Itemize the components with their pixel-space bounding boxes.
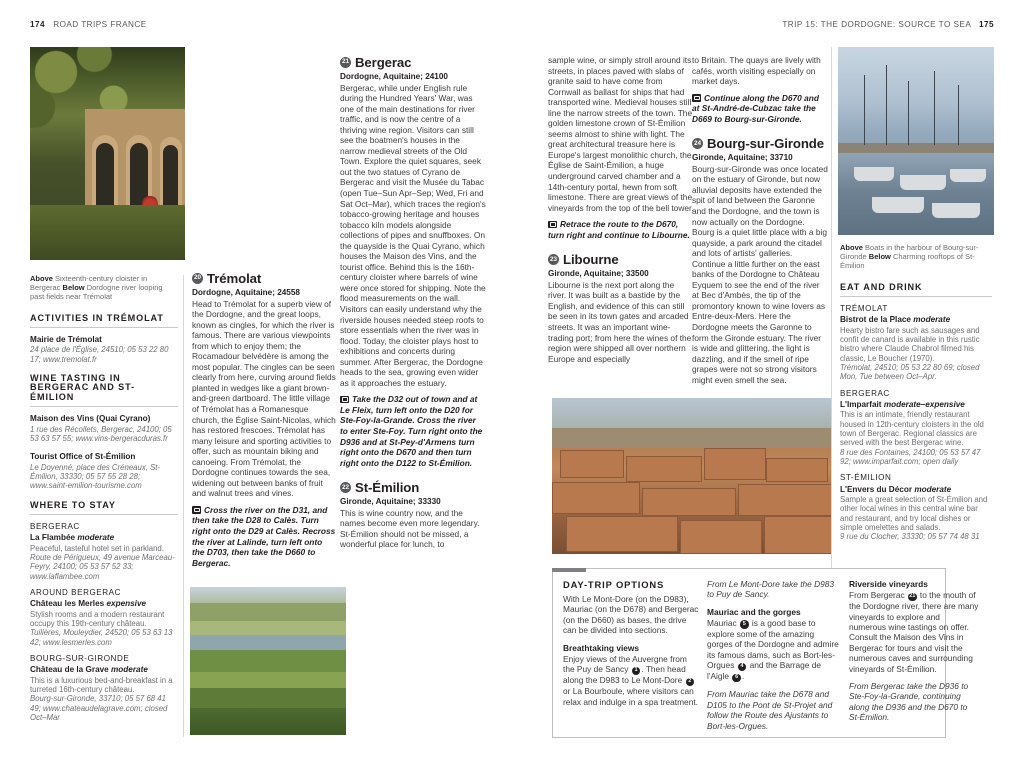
listing-price: moderate bbox=[913, 315, 951, 325]
car-icon bbox=[548, 221, 557, 229]
caption-below-text: Charming rooftops of St-Émilion bbox=[840, 252, 975, 271]
running-head-right bbox=[782, 20, 994, 29]
entry-bourg-sur-gironde bbox=[692, 55, 828, 385]
listing-desc: This is an intimate, friendly restaurant housed in 12th-century cloisters in the old town of Bergerac. Regional classics are served with the best Bergerac wine. bbox=[840, 410, 984, 448]
column-rule-left bbox=[183, 275, 184, 737]
caption-above-text: Boats in the harbour of Bourg-sur-Gironde bbox=[840, 243, 979, 262]
listing-desc: Hearty bistro fare such as sausages and confit de canard is available in this rustic bistro where Claude Chabrol filmed his classic, Le Boucher (1970). bbox=[840, 325, 980, 363]
day-trip-col-3 bbox=[849, 579, 979, 723]
folio-left: 174 bbox=[30, 20, 46, 29]
option-body-3: From Bergerac 21 to the mouth of the Dordogne river, there are many vineyards to explore and numerous wine tastings on offer. Consult the Maison des Vins in Bergerac for tours and visit the numerous caves and surrounding vineyards of St-Émilion. bbox=[849, 590, 979, 674]
day-trip-intro: With Le Mont-Dore (on the D983), Mauriac (on the D678) and Bergerac (on the D660) as bases, the drive can be divided into sections. bbox=[563, 594, 699, 636]
heading-wine-tasting: WINE TASTING IN BERGERAC AND ST-ÉMILION bbox=[30, 374, 178, 407]
map-marker-icon: 21 bbox=[908, 593, 917, 602]
caption-below-text: Dordogne river looping past fields near Trémolat bbox=[30, 283, 163, 302]
poi-body: Bourg-sur-Gironde was once located on the estuary of Gironde, but now alluvial deposits have extended the spit of land between the Garonne and the Dordogne, and the town is now actually on the Dordogne. Bourg is a quiet little place with a big quayside, a park around the citadel and lots of artists' galleries. Continue a little further on the east banks of the Dordogne to Château Eyquem to see the end of the river at Bec d'Ambès, the tip of the promontory known to wine lovers as Entre-deux-Mers. Here the Dordogne meets the Garonne to form the Gironde estuary. The river is wide and glittering, the light is dazzling, and if the smell of ripe grapes were not so strong visitors might even smell the sea. bbox=[692, 163, 828, 385]
left-sidebar bbox=[30, 274, 178, 729]
listing-price: moderate bbox=[914, 484, 952, 494]
listing-price: moderate bbox=[77, 533, 115, 543]
listing-name: L'Imparfait moderate–expensive bbox=[840, 400, 965, 410]
listing-address: Bourg-sur-Gironde, 33710; 05 57 68 41 49; www.chateaudelagrave.com; closed Oct–Mar bbox=[30, 694, 168, 722]
poi-body-part2: sample wine, or simply stroll around its streets, in places paved with slabs of granite said to have come from Cornwall as ballast for ships that had transported wine. Medieval houses still line the narrow streets of the town. The golden limestone crown of St-Émilion seems almost to shine with light. The great architectural treasure here is Europe's largest monolithic church, the Église de Saint-Émilion, a huge underground carved chamber and a 14th-century portal, hewn from soft limestone. There are great views of the vineyards from the top of the bell tower. bbox=[548, 55, 694, 213]
caption-right bbox=[840, 243, 992, 271]
entry-stemilion-continued bbox=[548, 55, 694, 364]
listing-name: Bistrot de la Place moderate bbox=[840, 315, 951, 325]
group-town: ST-ÉMILION bbox=[840, 473, 892, 483]
listing-limparfait bbox=[840, 400, 992, 466]
option-title-1: Breathtaking views bbox=[563, 642, 640, 653]
listing-desc: Peaceful, tasteful hotel set in parkland. bbox=[30, 543, 164, 553]
group-town: BERGERAC bbox=[840, 388, 890, 398]
listing-address: Route de Périgueux, 49 avenue Marceau-Feyry, 24100; 05 53 57 52 33; www.laflambee.com bbox=[30, 553, 175, 581]
poi-heading-bourg bbox=[692, 136, 828, 151]
photo-bergerac-cloister bbox=[30, 47, 185, 260]
listing-la-flambee bbox=[30, 533, 178, 581]
poi-number-badge: 21 bbox=[340, 57, 351, 68]
group-town: BOURG-SUR-GIRONDE bbox=[30, 653, 130, 663]
poi-subtitle: Dordogne, Aquitaine; 24100 bbox=[340, 72, 448, 81]
listing-price: moderate bbox=[111, 665, 148, 675]
listing-maison-des-vins bbox=[30, 414, 178, 443]
listing-tourist-office-stemilion bbox=[30, 452, 178, 490]
listing-name: Maison des Vins (Quai Cyrano) bbox=[30, 414, 151, 424]
listing-desc: Sample a great selection of St-Émilion and other local wines in this central wine bar and restaurant, and try local dishes or simple omelettes and salads. bbox=[840, 495, 988, 532]
running-head-left bbox=[30, 20, 147, 29]
caption-left bbox=[30, 274, 178, 302]
trip-title: TRIP 15: THE DORDOGNE: SOURCE TO SEA bbox=[782, 20, 971, 29]
listing-desc: This is a luxurious bed-and-breakfast in a turreted 16th-century château. bbox=[30, 675, 173, 695]
poi-number-badge: 23 bbox=[548, 254, 559, 265]
heading-where-to-stay: WHERE TO STAY bbox=[30, 501, 178, 515]
stay-group-bergerac bbox=[30, 522, 178, 581]
photo-bourg-harbour bbox=[838, 47, 994, 235]
listing-address: Tuilières, Mouleydier, 24520; 05 53 63 13 42; www.lesmerles.com bbox=[30, 628, 173, 647]
poi-title: Trémolat bbox=[207, 271, 262, 286]
map-marker-icon: 4 bbox=[738, 663, 747, 672]
poi-number-badge: 22 bbox=[340, 482, 351, 493]
listing-chateau-de-la-grave bbox=[30, 665, 178, 722]
entry-tremolat bbox=[192, 271, 337, 568]
option-directions-2: From Mauriac take the D678 and D105 to the Pont de St-Projet and follow the Route des Ajustants to Bort-les-Orgues. bbox=[707, 689, 833, 731]
poi-number-badge: 20 bbox=[192, 273, 203, 284]
caption-below-label: Below bbox=[62, 283, 85, 293]
entry-bergerac bbox=[340, 55, 486, 550]
day-trip-heading: DAY-TRIP OPTIONS bbox=[563, 579, 665, 590]
map-marker-icon: 2 bbox=[686, 678, 695, 687]
poi-heading-stemilion bbox=[340, 480, 486, 495]
stay-group-around-bergerac bbox=[30, 588, 178, 647]
caption-below-label: Below bbox=[868, 252, 891, 262]
directions-libourne bbox=[692, 93, 828, 125]
photo-dordogne-fields bbox=[190, 587, 346, 735]
listing-mairie-tremolat bbox=[30, 335, 178, 364]
map-marker-icon: 1 bbox=[632, 667, 641, 676]
poi-title: St-Émilion bbox=[355, 480, 420, 496]
directions-text: Take the D32 out of town and at Le Fleix, turn left onto the D20 for Ste-Foy-la-Grande. Cross the river to enter Ste-Foy. Turn right onto the D936 and at St-Pey-d'Armens turn right onto the D670 and then turn right onto the D122 to St-Émilion. bbox=[340, 394, 483, 468]
listing-address: 9 rue du Clocher, 33330; 05 57 74 48 31 bbox=[840, 532, 980, 542]
eat-group-stemilion bbox=[840, 473, 992, 541]
poi-heading-bergerac bbox=[340, 55, 486, 70]
heading-activities: ACTIVITIES IN TRÉMOLAT bbox=[30, 314, 178, 328]
eat-group-tremolat bbox=[840, 304, 992, 382]
poi-number-badge: 24 bbox=[692, 138, 703, 149]
directions-bergerac bbox=[340, 394, 486, 468]
listing-bistrot-de-la-place bbox=[840, 315, 992, 381]
caption-above-label: Above bbox=[30, 274, 53, 283]
option-directions-3: From Bergerac take the D936 to Ste-Foy-la-Grande, continuing along the D936 and the D670 to St-Émilion. bbox=[849, 680, 969, 723]
option-body-2: Mauriac 5 is a good base to explore some of the amazing gorges of the Dordogne and admire its famous dams, such as Bort-les-Orgues 4 and the Barrage de l'Aigle 6 . bbox=[707, 617, 839, 682]
group-town: BERGERAC bbox=[30, 521, 80, 531]
listing-chateau-les-merles bbox=[30, 599, 178, 647]
directions-stemilion bbox=[548, 219, 694, 240]
option-body-1: Enjoy views of the Auvergne from the Puy de Sancy 1 . Then head along the D983 to Le Mont-Dore 2 or La Bourboule, where visitors can relax and indulge in a spa treatment. bbox=[563, 653, 698, 707]
listing-name: L'Envers du Décor moderate bbox=[840, 484, 952, 494]
photo-stemilion-rooftops bbox=[552, 398, 832, 554]
heading-eat-and-drink: EAT AND DRINK bbox=[840, 283, 992, 297]
stay-group-bourg-sur-gironde bbox=[30, 654, 178, 722]
poi-heading-libourne bbox=[548, 252, 694, 267]
poi-body: Bergerac, while under English rule during the Hundred Years' War, was one of the main destinations for river traffic, and is now the centre of a thriving wine region. Visitors can still see the boatmen's houses in the narrow medieval streets of the Old Town. Explore the quiet squares, seek out the two statues of Cyrano de Bergerac and visit the Musée du Tabac (open Tue–Sun Apr–Sep; Wed, Fri and Sat Oct–Mar), which traces the region's tobacco-growing heritage and houses tobacco kiln models alongside collections of pipes and snuffboxes. On the quayside is the Quai Cyrano, which houses the Maison des Vins, and the tourist office. Behind this is the 16th-century cloister where barrels of wine were once stored for shipping. Note the flood measurements on the wall. Visitors can easily understand why the riverside houses needed steep roofs to store essentials when the river was in flood. Today, the cloister plays host to exhibitions and concerts during summer. After Bergerac, the Dordogne heads to the sea, growing even wider as it approaches the estuary. bbox=[340, 82, 486, 388]
listing-address: Le Doyenné, place des Créneaux, St-Émilion, 33330; 05 57 55 28 28; www.saint-emilion-tourisme.com bbox=[30, 462, 161, 491]
listing-price: moderate–expensive bbox=[883, 400, 965, 410]
poi-subtitle: Gironde, Aquitaine; 33330 bbox=[340, 497, 441, 507]
car-icon bbox=[192, 506, 201, 514]
group-town: AROUND BERGERAC bbox=[30, 587, 121, 597]
option-directions-1: From Le Mont-Dore take the D983 to Puy de Sancy. bbox=[707, 579, 835, 600]
listing-address: 8 rue des Fontaines, 24100; 05 53 57 47 92; www.imparfait.com; open daily bbox=[840, 447, 981, 466]
car-icon bbox=[692, 94, 701, 102]
poi-subtitle: Gironde, Aquitaine; 33710 bbox=[692, 153, 793, 163]
listing-name: Mairie de Trémolat bbox=[30, 335, 102, 345]
folio-right: 175 bbox=[978, 20, 994, 29]
poi-title: Bourg-sur-Gironde bbox=[707, 136, 824, 152]
caption-above-text: Sixteenth-century cloister in Bergerac bbox=[30, 274, 148, 293]
listing-name: Tourist Office of St-Émilion bbox=[30, 452, 136, 462]
directions-text: Continue along the D670 and at St-André-de-Cubzac take the D669 to Bourg-sur-Gironde. bbox=[692, 92, 819, 124]
option-title-2: Mauriac and the gorges bbox=[707, 606, 801, 617]
map-marker-icon: 5 bbox=[740, 620, 749, 629]
listing-name: Château les Merles expensive bbox=[30, 599, 147, 609]
car-icon bbox=[340, 396, 349, 404]
poi-body-part1: Libourne is the next port along the river. It was built as a bastide by the English, and evidence of this can still be seen in its town gates and arcaded streets. It was an important wine-trading port; from here the wines of the region were shipped all over northern Europe and especially bbox=[548, 279, 692, 364]
listing-name: La Flambée moderate bbox=[30, 533, 115, 543]
day-trip-options-box bbox=[552, 568, 979, 738]
map-marker-icon: 6 bbox=[732, 674, 741, 683]
poi-subtitle: Gironde, Aquitaine; 33500 bbox=[548, 269, 649, 279]
poi-subtitle: Dordogne, Aquitaine; 24558 bbox=[192, 288, 300, 297]
day-trip-col-1 bbox=[563, 579, 699, 707]
directions-tremolat bbox=[192, 505, 337, 568]
listing-desc: Stylish rooms and a modern restaurant occupy this 19th-century château. bbox=[30, 609, 165, 629]
poi-title: Libourne bbox=[563, 252, 619, 268]
right-sidebar bbox=[840, 243, 992, 549]
eat-group-bergerac bbox=[840, 389, 992, 467]
book-title: ROAD TRIPS FRANCE bbox=[53, 20, 147, 29]
poi-heading-tremolat bbox=[192, 271, 337, 286]
caption-above-label: Above bbox=[840, 243, 863, 252]
poi-body-part1: This is wine country now, and the names become even more legendary. St-Émilion should not be missed, a wonderful place for lunch, to bbox=[340, 507, 480, 550]
listing-address: 1 rue des Récollets, Bergerac, 24100; 05 53 63 57 55; www.vins-bergeracduras.fr bbox=[30, 424, 172, 443]
day-trip-col-2 bbox=[707, 579, 841, 731]
listing-address: 24 place de l'Église, 24510; 05 53 22 80 17; www.tremolat.fr bbox=[30, 345, 169, 364]
option-title-3: Riverside vineyards bbox=[849, 579, 928, 589]
box-tab-marker bbox=[552, 568, 586, 572]
directions-text: Retrace the route to the D670, turn right and continue to Libourne. bbox=[548, 219, 690, 240]
directions-text: Cross the river on the D31, and then take the D28 to Calès. Turn right onto the D29 at Calès. Recross the river at Lalinde, turn left onto the D703, then take the D660 to Bergerac. bbox=[192, 504, 336, 568]
listing-name: Château de la Grave moderate bbox=[30, 665, 148, 675]
poi-title: Bergerac bbox=[355, 55, 412, 70]
poi-body: Head to Trémolat for a superb view of the Dordogne, and the great loops, known as cingles, for which the river is famous. There are various viewpoints from which to enjoy them; the Rocamadour belvédère is among the most popular. The cingles can be seen clearly from here, curving around fields planted in wedges like a giant brown-and-green dartboard. The little village of Trémolat has a Romanesque church, the Église Saint-Nicolas, which has restored frescoes. Trémolat has many leisure and sporting activities to offer, such as mountain biking and canoeing. From Trémolat, the Dordogne continues towards the sea, widening out between banks of fruit and walnut trees and vines. bbox=[192, 298, 336, 499]
group-town: TRÉMOLAT bbox=[840, 304, 888, 314]
listing-address: Trémolat, 24510; 05 53 22 80 69; closed Mon, Tue between Oct–Apr. bbox=[840, 363, 980, 382]
poi-body-part2: to Britain. The quays are lively with cafés, worth visiting especially on market days. bbox=[692, 55, 821, 87]
listing-price: expensive bbox=[106, 599, 147, 609]
listing-lenvers-du-decor bbox=[840, 485, 992, 542]
